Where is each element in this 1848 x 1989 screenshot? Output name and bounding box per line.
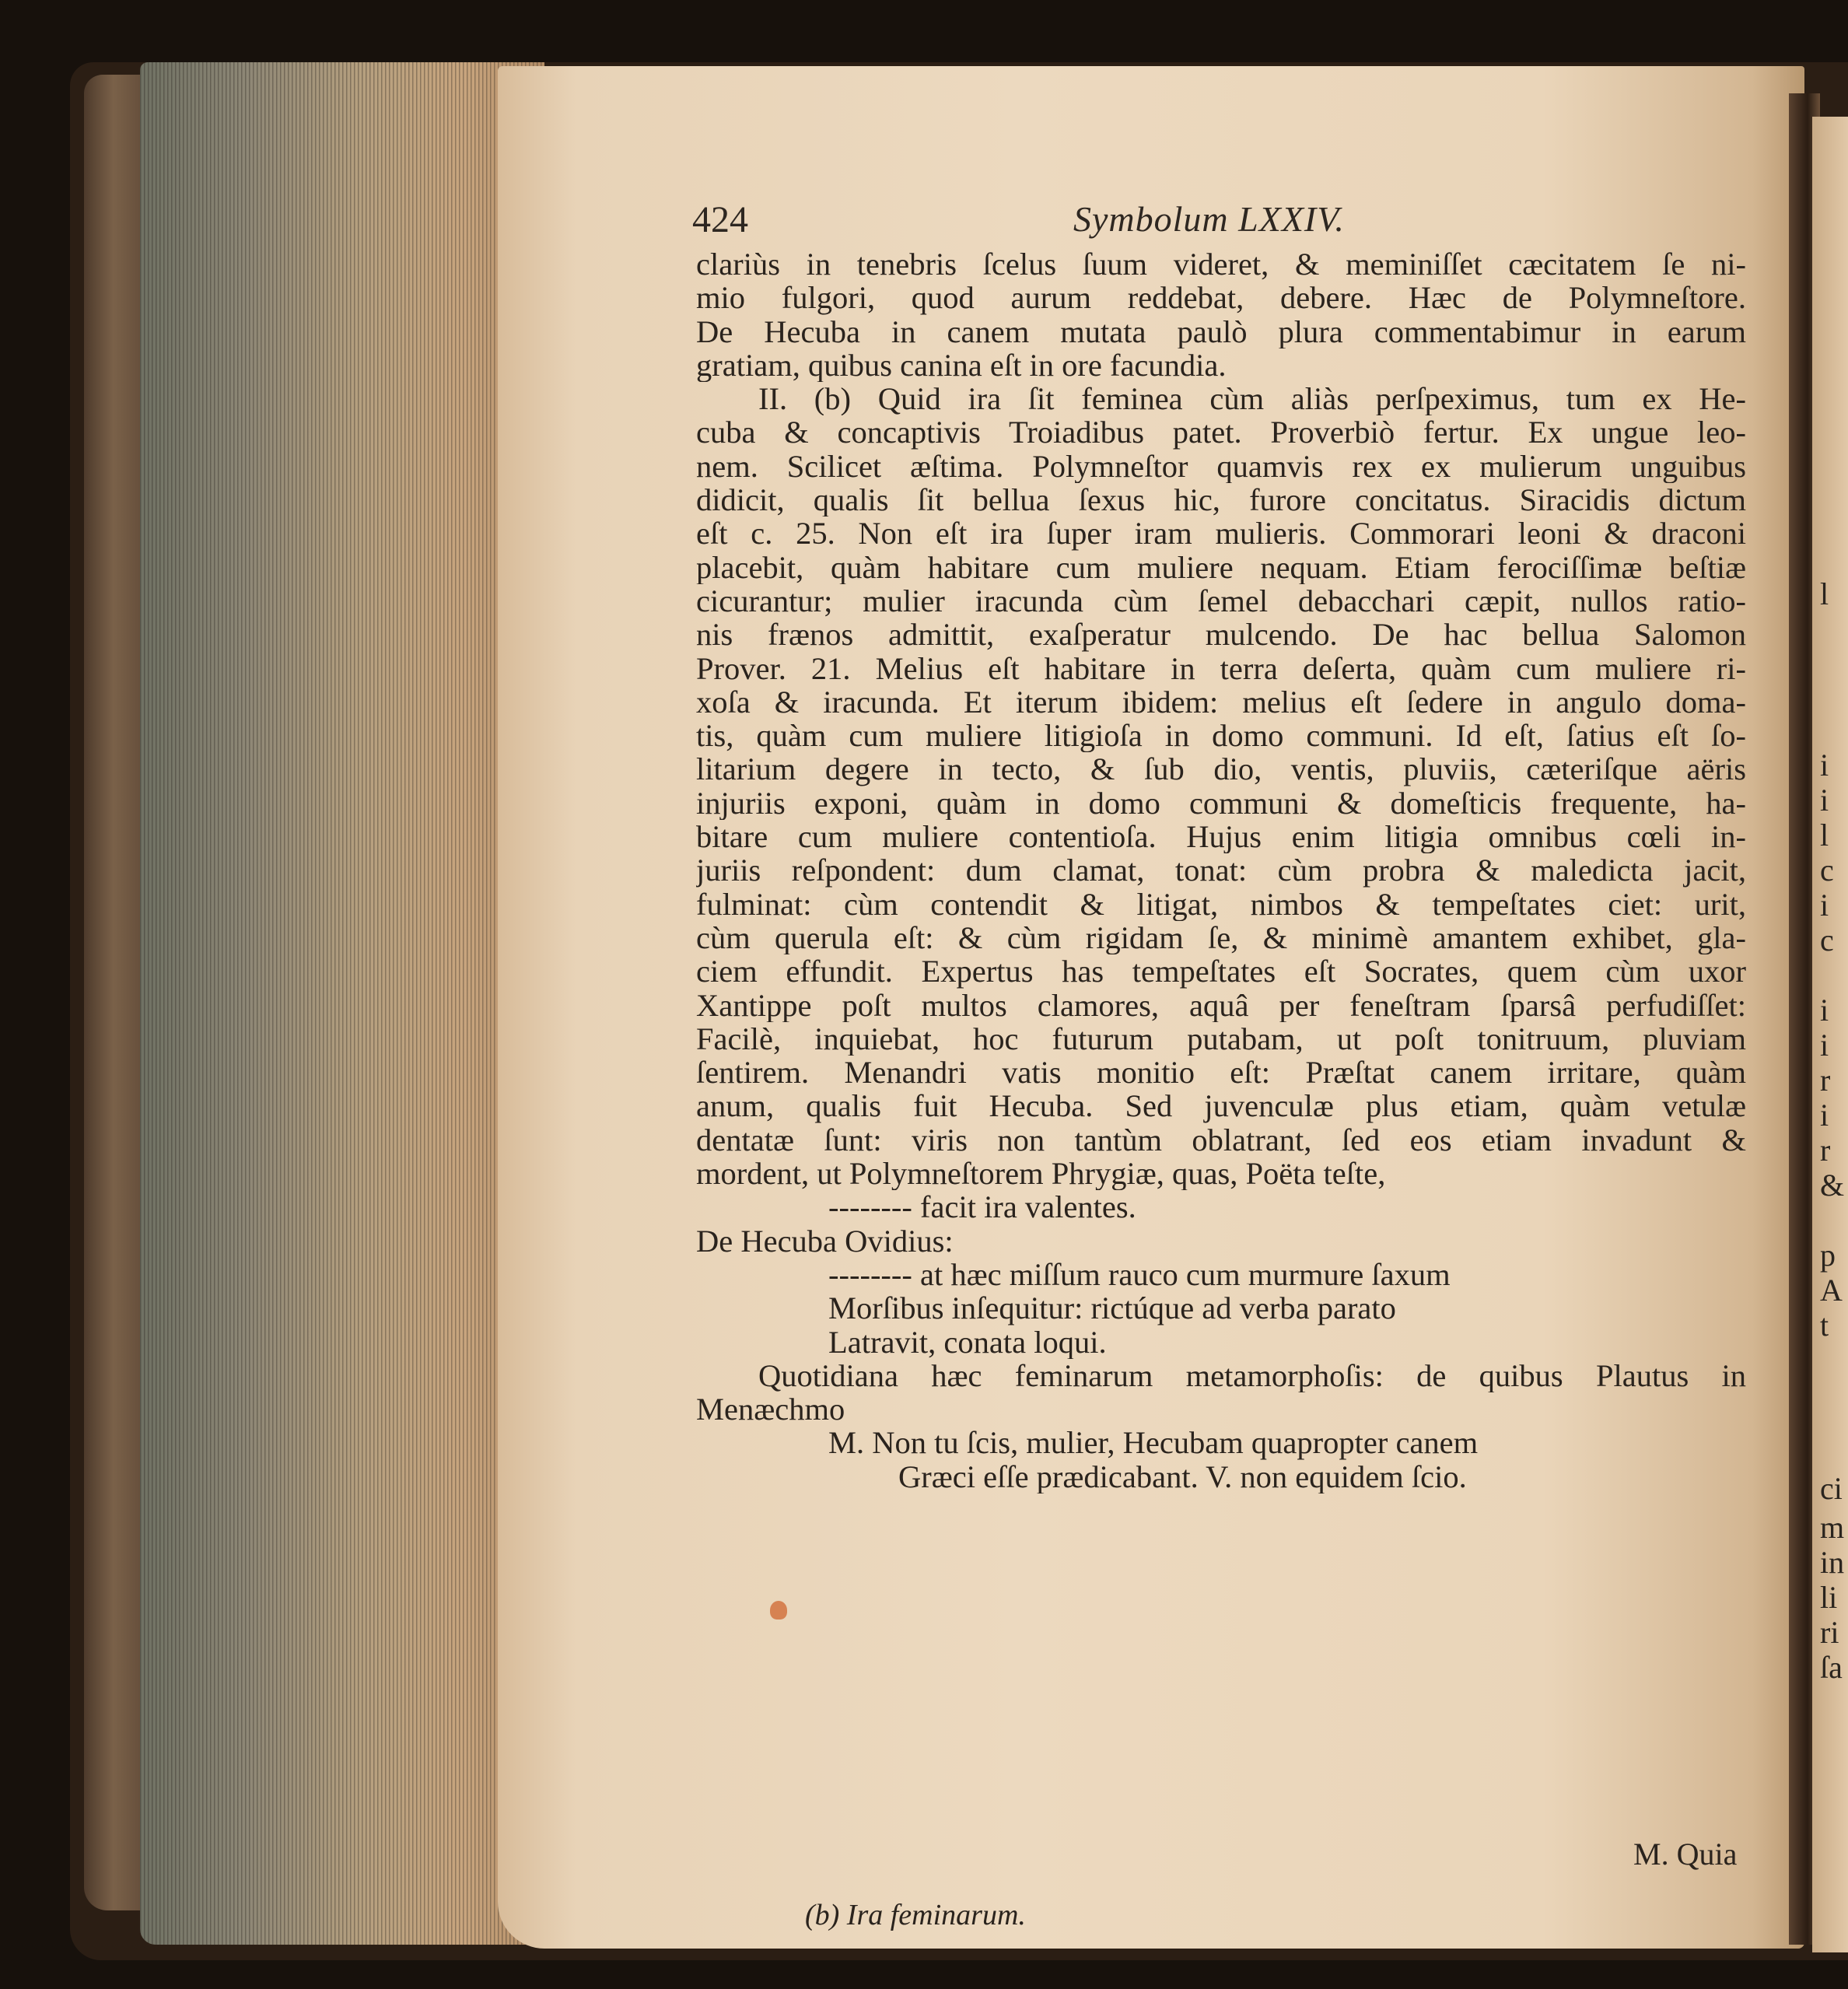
verse-line: -------- at hæc miſſum rauco cum murmure ſaxum xyxy=(828,1257,1451,1292)
page-header xyxy=(692,198,1742,245)
right-letter: p xyxy=(1820,1238,1836,1273)
right-letter: i xyxy=(1820,748,1829,783)
right-letter: A xyxy=(1820,1273,1843,1308)
verse-line: Græci eſſe prædicabant. V. non equidem ſcio. xyxy=(898,1459,1467,1494)
right-letter: i xyxy=(1820,888,1829,923)
text-line: eſt c. 25. Non eſt ira ſuper iram mulieris. Commorari leoni & draconi xyxy=(696,517,1746,551)
right-letter: t xyxy=(1820,1308,1829,1343)
text-line: II. (b) Quid ira ſit feminea cùm aliàs perſpeximus, tum ex He- xyxy=(758,382,1746,416)
verse-line: -------- facit ira valentes. xyxy=(828,1190,1136,1224)
text-line: clariùs in tenebris ſcelus ſuum videret, & meminiſſet cæcitatem ſe ni- xyxy=(696,247,1746,282)
verse-line: M. Non tu ſcis, mulier, Hecubam quapropter canem xyxy=(828,1426,1479,1460)
right-letter: i xyxy=(1820,783,1829,818)
right-letter: c xyxy=(1820,853,1834,888)
body-text xyxy=(696,247,1746,1494)
text-line: Xantippe poſt multos clamores, aquâ per feneſtram ſparsâ perfudiſſet: xyxy=(696,988,1746,1022)
text-line: fulminat: cùm contendit & litigat, nimbos & tempeſtates ciet: urit, xyxy=(696,887,1746,921)
right-letter: ci xyxy=(1820,1471,1843,1506)
right-letter: ſa xyxy=(1820,1650,1843,1685)
text-line: Facilè, inquiebat, hoc futurum putabam, ut poſt tonitruum, pluviam xyxy=(696,1021,1746,1056)
text-line: Menæchmo xyxy=(696,1392,845,1427)
text-line: ſentirem. Menandri vatis monitio eſt: Præſtat canem irritare, quàm xyxy=(696,1056,1746,1090)
text-line: mordent, ut Polymneſtorem Phrygiæ, quas, Poëta teſte, xyxy=(696,1157,1386,1191)
right-letter: c xyxy=(1820,923,1834,958)
page-block-edge xyxy=(140,62,544,1945)
verse-line: Latravit, conata loqui. xyxy=(828,1325,1107,1359)
right-letter: i xyxy=(1820,1028,1829,1063)
right-letter: l xyxy=(1820,576,1829,611)
verse-line: Morſibus inſequitur: rictúque ad verba parato xyxy=(828,1291,1396,1325)
right-letter: ri xyxy=(1820,1615,1839,1650)
right-letter: i xyxy=(1820,1098,1829,1133)
text-line: dentatæ ſunt: viris non tantùm oblatrant, ſed eos etiam invadunt & xyxy=(696,1122,1746,1157)
footnote: (b) Ira feminarum. xyxy=(805,1899,1026,1931)
text-line: nem. Scilicet æſtima. Polymneſtor quamvis rex ex mulierum unguibus xyxy=(696,449,1746,484)
right-letter: & xyxy=(1820,1168,1845,1203)
running-title: Symbolum LXXIV. xyxy=(1073,199,1345,239)
right-letter: m xyxy=(1820,1510,1845,1545)
right-letter: r xyxy=(1820,1063,1831,1098)
right-letter: r xyxy=(1820,1133,1831,1168)
text-line: Prover. 21. Melius eſt habitare in terra deſerta, quàm cum muliere ri- xyxy=(696,651,1746,685)
text-line: cùm querula eſt: & cùm rigidam ſe, & minimè amantem exhibet, gla- xyxy=(696,920,1746,955)
right-letter: l xyxy=(1820,818,1829,853)
text-line: ciem effundit. Expertus has tempeſtates eſt Socrates, quem cùm uxor xyxy=(696,954,1746,989)
text-line: didicit, qualis ſit bellua ſexus hic, furore concitatus. Siracidis dictum xyxy=(696,483,1746,517)
text-line: anum, qualis fuit Hecuba. Sed juvenculæ plus etiam, quàm vetulæ xyxy=(696,1089,1746,1123)
text-line: tis, quàm cum muliere litigioſa in domo communi. Id eſt, ſatius eſt ſo- xyxy=(696,719,1746,753)
text-line: bitare cum muliere contentioſa. Hujus enim litigia omnibus cœli in- xyxy=(696,820,1746,854)
ink-stain-mark xyxy=(770,1601,787,1620)
text-line: litarium degere in tecto, & ſub dio, ventis, pluviis, cæteriſque aëris xyxy=(696,752,1746,786)
text-line: gratiam, quibus canina eſt in ore facundia. xyxy=(696,348,1227,383)
text-line: injuriis exponi, quàm in domo communi & domeſticis frequente, ha- xyxy=(696,786,1746,821)
right-letter: in xyxy=(1820,1545,1845,1580)
right-letter: li xyxy=(1820,1580,1838,1615)
text-line: Quotidiana hæc feminarum metamorphoſis: de quibus Plautus in xyxy=(758,1358,1746,1393)
page-number: 424 xyxy=(692,199,748,240)
text-line: placebit, quàm habitare cum muliere nequam. Etiam ferociſſimæ beſtiæ xyxy=(696,550,1746,584)
text-line: De Hecuba Ovidius: xyxy=(696,1224,954,1258)
catchword: M. Quia xyxy=(1633,1837,1738,1872)
text-line: nis frænos admittit, exaſperatur mulcendo. De hac bellua Salomon xyxy=(696,618,1746,652)
text-line: juriis reſpondent: dum clamat, tonat: cùm probra & maledicta jacit, xyxy=(696,853,1746,888)
text-line: mio fulgori, quod aurum reddebat, debere. Hæc de Polymneſtore. xyxy=(696,281,1746,315)
right-page-fragment xyxy=(1820,0,1848,1989)
text-line: xoſa & iracunda. Et iterum ibidem: melius eſt ſedere in angulo doma- xyxy=(696,685,1746,720)
text-line: cicurantur; mulier iracunda cùm ſemel debacchari cæpit, nullos ratio- xyxy=(696,583,1746,618)
right-letter: i xyxy=(1820,993,1829,1028)
text-line: De Hecuba in canem mutata paulò plura commentabimur in earum xyxy=(696,314,1746,348)
text-line: cuba & concaptivis Troiadibus patet. Proverbiò fertur. Ex ungue leo- xyxy=(696,415,1746,450)
